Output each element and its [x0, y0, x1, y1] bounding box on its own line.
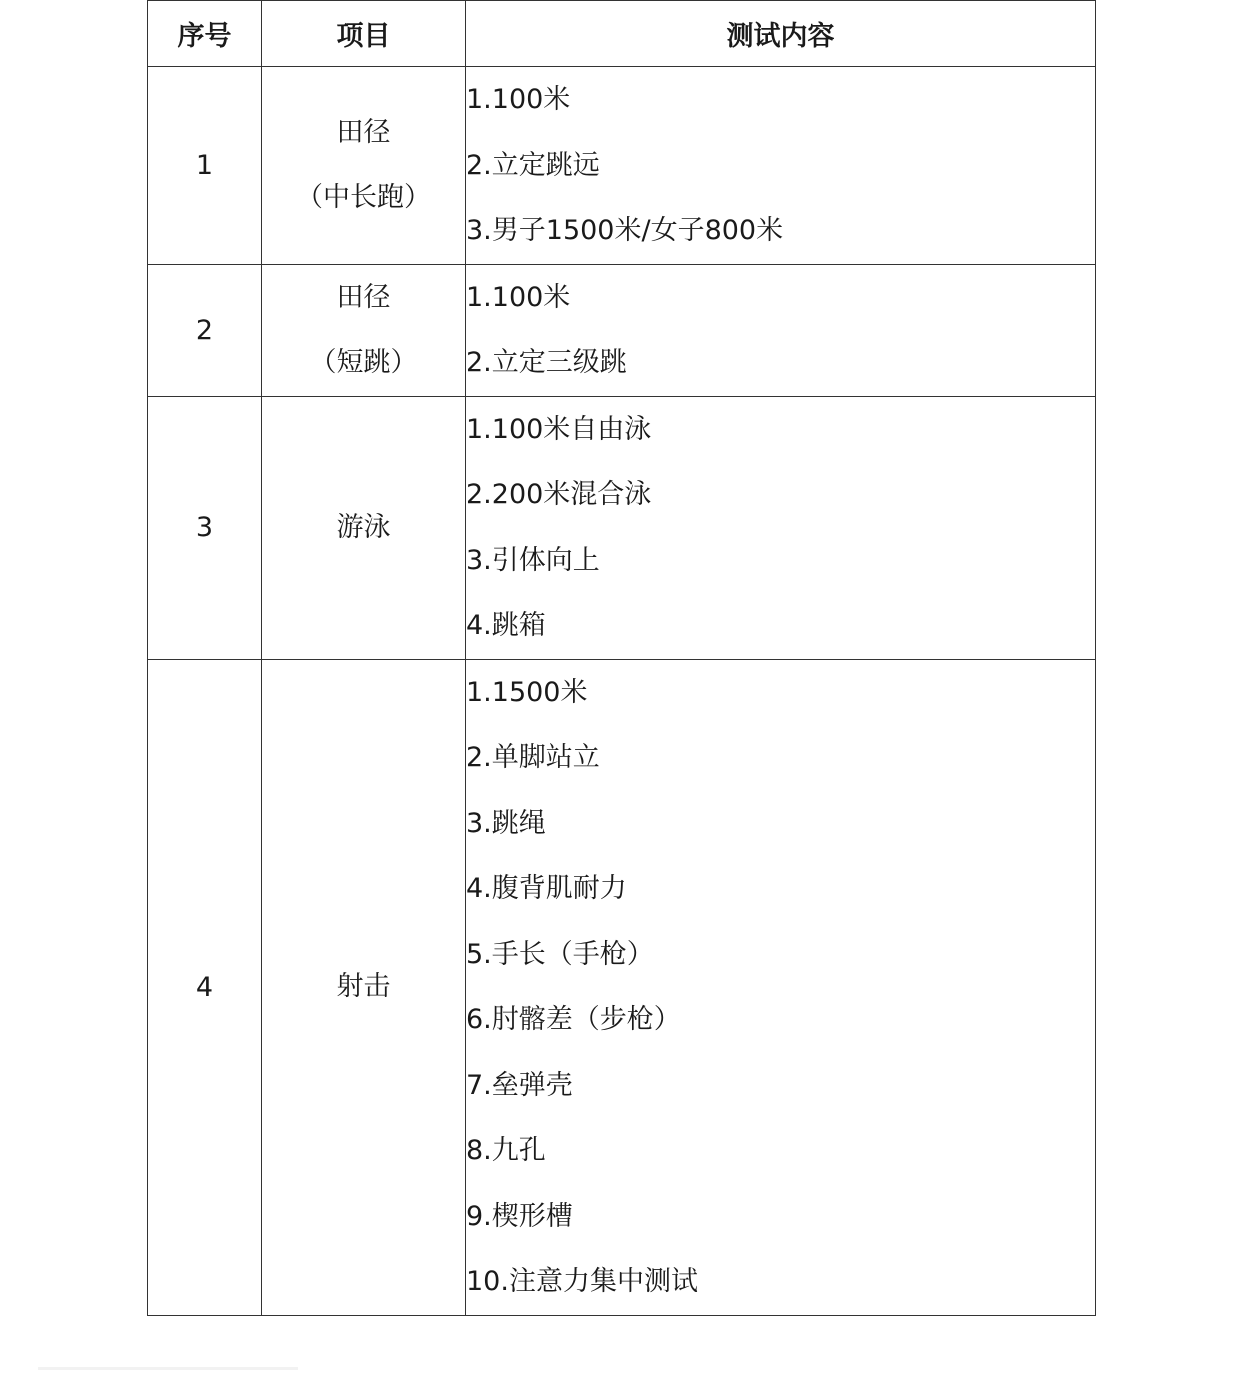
test-item: 3.男子1500米/女子800米 — [466, 215, 784, 246]
table-row — [148, 659, 1096, 1315]
test-item: 1.100米 — [466, 281, 571, 313]
project-name-line: 田径 — [336, 116, 391, 148]
table-row — [148, 264, 1096, 396]
test-item: 2.立定跳远 — [466, 149, 600, 181]
test-item: 2.立定三级跳 — [466, 347, 627, 378]
test-item: 1.100米 — [466, 84, 571, 115]
row-number: 1 — [148, 67, 262, 265]
content-cell — [466, 67, 1096, 265]
project-name-line: （短跳） — [309, 347, 418, 378]
test-item: 1.1500米 — [466, 676, 588, 708]
test-item: 8.九孔 — [466, 1135, 546, 1166]
content-cell — [466, 396, 1096, 659]
project-name-line: 游泳 — [336, 511, 391, 543]
project-cell — [262, 396, 466, 659]
test-item: 10.注意力集中测试 — [466, 1266, 698, 1297]
test-item: 9.楔形槽 — [466, 1200, 573, 1232]
test-item: 3.引体向上 — [466, 544, 600, 576]
project-name-line: 射击 — [336, 971, 391, 1003]
header-row — [148, 1, 1096, 67]
test-item: 6.肘髂差（步枪） — [466, 1004, 681, 1035]
header-project: 项目 — [262, 1, 466, 67]
project-cell — [262, 659, 466, 1315]
project-cell — [262, 264, 466, 396]
test-item: 1.100米自由泳 — [466, 413, 652, 445]
test-item: 4.跳箱 — [466, 610, 546, 641]
table-row — [148, 67, 1096, 265]
header-content: 测试内容 — [466, 1, 1096, 67]
test-item: 4.腹背肌耐力 — [466, 873, 627, 904]
test-item: 2.200米混合泳 — [466, 479, 652, 510]
project-name-line: 田径 — [336, 281, 391, 313]
row-number: 2 — [148, 264, 262, 396]
test-item: 2.单脚站立 — [466, 742, 600, 773]
header-num: 序号 — [148, 1, 262, 67]
bottom-divider — [38, 1367, 298, 1370]
content-cell — [466, 659, 1096, 1315]
table-row — [148, 396, 1096, 659]
test-item: 3.跳绳 — [466, 807, 546, 839]
project-name-line: （中长跑） — [296, 182, 431, 214]
content-cell — [466, 264, 1096, 396]
test-items-table — [147, 0, 1096, 1316]
test-item: 5.手长（手枪） — [466, 938, 654, 970]
row-number: 4 — [148, 659, 262, 1315]
table-body — [148, 67, 1096, 1316]
project-cell — [262, 67, 466, 265]
test-item: 7.垒弹壳 — [466, 1069, 573, 1101]
row-number: 3 — [148, 396, 262, 659]
